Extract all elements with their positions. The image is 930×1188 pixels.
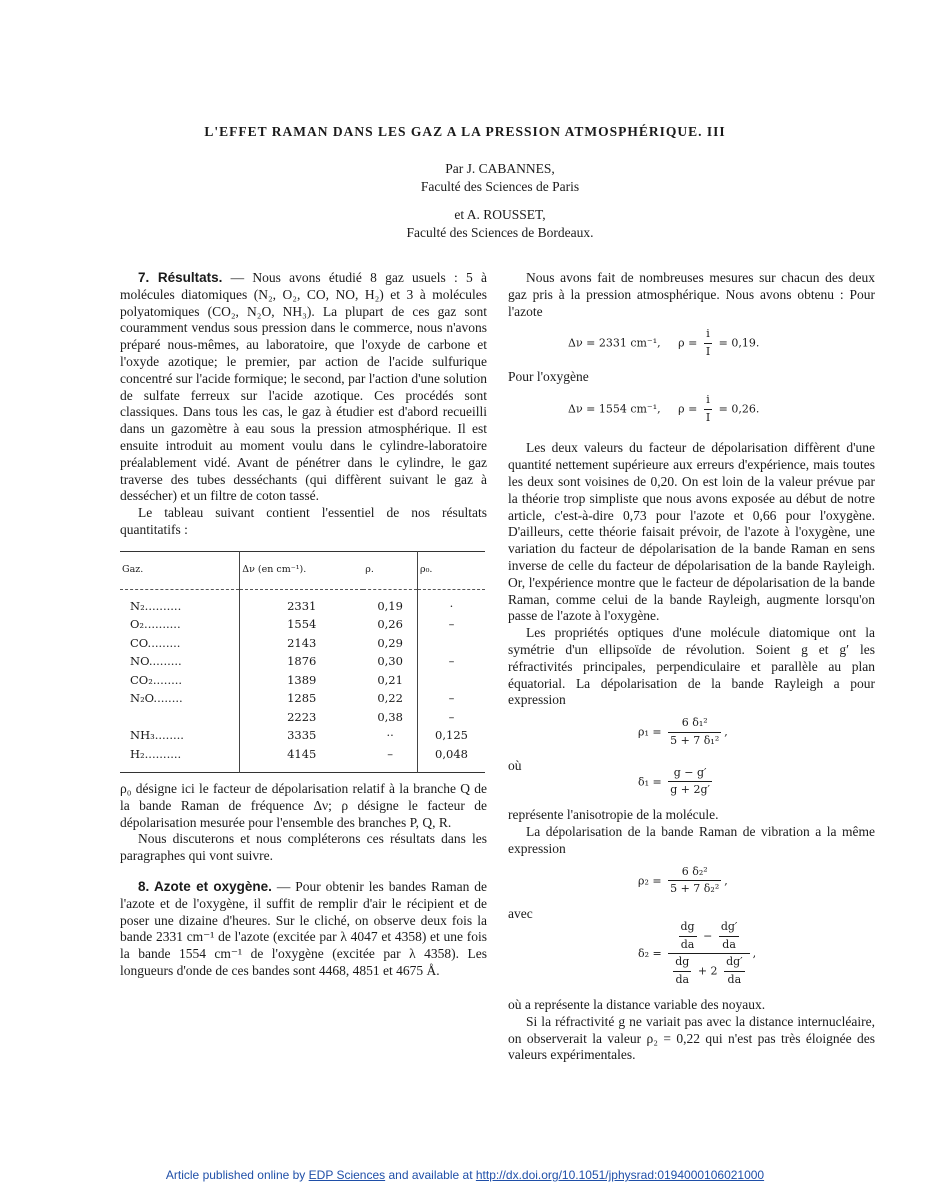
right-paragraph-5: La dépolarisation de la bande Raman de vibration a la même expression [508,823,875,856]
col-header-dnu: Δν (en cm⁻¹). [240,551,363,589]
section-7-paragraph-3: ρ₀ désigne ici le facteur de dépolarisation relatif à la branche Q de la bande Raman de fréquence Δν; ρ désigne le facteur de dépolarisation mesurée pour l'ensemble des branches P, Q, R. [120,781,487,830]
table-row: N₂O........ 1285 0,22 – [120,689,485,708]
table-row: NO......... 1876 0,30 – [120,652,485,671]
publication-footer: Article published online by EDP Sciences and available at http://dx.doi.org/10.1051/jphysrad:0194000106021000 [165,1168,765,1182]
author-1-name: Par J. CABANNES, [445,161,555,176]
section-7-paragraph-4: Nous discuterons et nous compléterons ces résultats dans les paragraphes qui vont suivre. [120,831,487,864]
right-paragraph-7: Si la réfractivité g ne variait pas avec la distance internucléaire, on observerait la valeur ρ₂ = 0,22 qui n'est pas très éloignée des valeurs expérimentales. [508,1013,875,1063]
equation-nitrogen: Δν = 2331 cm⁻¹, ρ = $\frac{i}{I}$ = 0,19. [568,327,760,359]
right-paragraph-2: Les deux valeurs du facteur de dépolarisation diffèrent d'une quantité nettement supérieure aux erreurs d'expérience, mais toutes les deux sont voisines de 0,20. On est loin de la valeur prévue par la théorie trop simpliste que nous avons exposée au début de notre article, c'est-à-dire 0,73 pour l'azote et 0,66 pour l'oxygène. D'ailleurs, cette théorie faisait prévoir, de l'azote à l'oxygène, une variation du facteur de dépolarisation de la bande Raman en sens inverse de celle du facteur de dépolarisation de la bande Rayleigh. Or, l'expérience montre que le facteur de dépolarisation de la bande Raman, comme celui de la bande Rayleigh, augmente lorsqu'on passe de l'azote à l'oxygène. [508,440,875,624]
section-7-paragraph-1: 7. Résultats. — Nous avons étudié 8 gaz usuels : 5 à molécules diatomiques (N₂, O₂, CO, NO, H₂) et 3 à molécules polyatomiques (CO₂, N₂O, NH₃). La plupart de ces gaz sont couramment vendus sous pression dans le commerce, nous n'avons préparé nous-mêmes, au laboratoire, que l'oxyde de carbone et l'oxyde azotique; le premier, par action de l'acide sulfurique concentré sur l'acide formique; le second, par l'action d'une solution de sulfate ferreux sur l'acide azotique. Ces procédés sont classiques. Dans tous les cas, le gaz à étudier est d'abord recueilli dans un gazomètre à eau sous la pression atmosphérique. Il est ensuite introduit au moment voulu dans le cylindre-laboratoire préalablement vidé. Avant de pénétrer dans le cylindre, le gaz traverse des tubes desséchants (qui diffèrent suivant le gaz à dessécher) et un filtre de coton tassé. [120,270,488,504]
author-2-name: et A. ROUSSET, [454,207,546,222]
label-ou: où [508,757,522,773]
edp-sciences-link[interactable]: EDP Sciences [308,1168,386,1182]
right-column [508,270,875,1064]
author-1-affiliation: Faculté des Sciences de Paris [420,179,580,194]
doi-link[interactable]: http://dx.doi.org/10.1051/jphysrad:0194000106021000 [475,1168,765,1182]
table-row: H₂.......... 4145 – 0,048 [120,745,485,773]
equation-rho2: ρ₂ = $\frac{\text{6 δ₂²}}{\text{5 + 7 δ₂²}}$ , [638,864,728,896]
table-row: N₂.......... 2331 0,19 · [120,589,485,615]
col-header-rho: ρ. [363,551,417,589]
label-avec: avec [508,906,533,922]
results-table [120,551,485,773]
table-row: 2223 0,38 – [120,708,485,727]
right-paragraph-1: Nous avons fait de nombreuses mesures sur chacun des deux gaz pris à la pression atmosphérique. Nous avons obtenu : Pour l'azote [508,270,875,319]
equation-delta2: δ₂ = $\frac{dg}{da}$ − $\frac{dg'}{da}$ $\frac{dg}{da}$ + 2 $\frac{dg'}{da}$ , [638,919,757,987]
equation-rho1: ρ₁ = $\frac{\text{6 δ₁²}}{\text{5 + 7 δ₁²}}$ , [638,716,728,747]
table-row: O₂.......... 1554 0,26 – [120,615,485,634]
equation-oxygen: Δν = 1554 cm⁻¹, ρ = $\frac{i}{I}$ = 0,26. [568,392,760,424]
article-title: L'EFFET RAMAN DANS LES GAZ A LA PRESSION ATMOSPHÉRIQUE. III [204,124,726,139]
section-8-heading: 8. Azote et oxygène. [138,879,272,895]
oxygen-label: Pour l'oxygène [508,368,589,384]
section-7-heading: 7. Résultats. [138,270,223,285]
right-paragraph-6: où a représente la distance variable des noyaux. [508,997,766,1013]
right-paragraph-3: Les propriétés optiques d'une molécule diatomique ont la symétrie d'un ellipsoïde de révolution. Soient g et g′ les réfractivités principales, perpendiculaire et parallèle au plan équatorial. La dépolarisation de la bande Rayleigh a pour expression [508,625,875,708]
author-2-affiliation: Faculté des Sciences de Bordeaux. [406,225,594,240]
equation-delta1: δ₁ = $\frac{g - g'}{g + 2g'}$ [638,765,711,797]
section-8-paragraph-1: 8. Azote et oxygène. — Pour obtenir les bandes Raman de l'azote et de l'oxygène, il suffit de remplir d'air le récipient et de poser une dizaine d'heures. Sur le cliché, on observe deux fois la bande 2331 cm⁻¹ de l'azote (excitée par λ 4047 et 4358) et une fois la bande 1554 cm⁻¹ de l'oxygène (excitée par λ 4358). Les longueurs d'onde de ces bandes sont 4468, 4851 et 4675 Å. [120,879,487,979]
col-header-rho0: ρ₀. [418,551,486,589]
table-row: CO......... 2143 0,29 [120,634,485,653]
section-7-paragraph-2: Le tableau suivant contient l'essentiel de nos résultats quantitatifs : [120,505,487,537]
col-header-gas: Gaz. [120,551,240,589]
table-row: NH₃........ 3335 ·· 0,125 [120,726,485,745]
left-column [120,270,487,980]
table-row: CO₂........ 1389 0,21 [120,671,485,690]
author-block [250,160,750,242]
right-paragraph-4: représente l'anisotropie de la molécule. [508,807,719,823]
